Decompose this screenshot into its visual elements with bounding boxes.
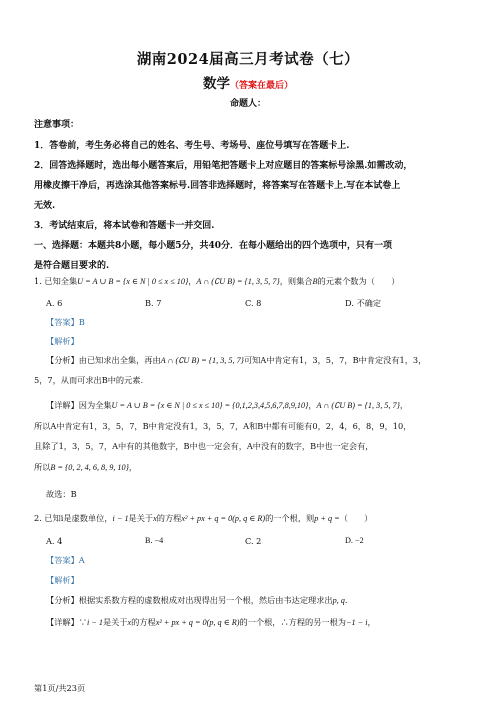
q2-stem-text: 2. 已知i是虚数单位， [34, 513, 113, 523]
q2-detail-end: ， [367, 617, 376, 627]
q2-detail-var-x: x [127, 618, 132, 627]
q2-option-a: A. 4 [46, 536, 63, 546]
subject-label: 数学 [202, 76, 230, 92]
q2-answer: 【答案】A [46, 555, 85, 565]
page-number: 第1页/共23页 [34, 683, 86, 693]
q1-detail [46, 400, 408, 411]
notice-item-2-line-3: 无效. [34, 201, 56, 211]
q1-fenxi-line-2: 5，7，从而可求出B中的元素. [34, 375, 144, 385]
question-2-stem [34, 513, 372, 524]
q1-set-b-result: B = {0, 2, 4, 6, 8, 9, 10} [50, 463, 129, 472]
q2-detail [46, 617, 376, 628]
notice-item-1: 1．答卷前，考生务必将自己的姓名、考生号、考场号、座位号填写在答题卡上. [34, 141, 350, 151]
q1-fenxi-text-c: B中肯定没有1，3， [352, 355, 427, 365]
q2-stem-text-b: 是关于 [128, 513, 154, 523]
q2-detail-text-c: 的方程 [131, 617, 156, 627]
q2-fenxi-text: 【分析】根据实系数方程的虚数根成对出现得出另一个根，然后由韦达定理求出 [46, 595, 333, 605]
q2-detail-root: i − 1 [86, 618, 103, 627]
q1-fenxi-text-b: 可知A中肯定有1，3，5，7， [243, 355, 353, 365]
q1-detail-line-4-sep: ， [128, 462, 138, 472]
q1-option-a: A. 6 [46, 298, 63, 308]
q1-detail-text: 【详解】因为全集 [46, 400, 112, 410]
q2-stem-text-c: 的方程 [156, 513, 182, 523]
q2-option-c: C. 2 [245, 536, 262, 546]
q1-fenxi [46, 355, 426, 366]
q1-detail-sep-2: ， [399, 400, 409, 410]
q1-detail-line-4-text: 所以 [34, 462, 51, 472]
q1-analysis-label: 【解析】 [46, 336, 79, 346]
q1-conclusion: 故选：B [46, 489, 77, 499]
q2-fenxi-end: . [344, 595, 348, 605]
q2-fenxi [46, 595, 347, 606]
q2-stem-text-d: 的一个根，则 [265, 513, 315, 523]
answer-location-note: （答案在最后） [229, 81, 293, 91]
q2-detail-text-b: 是关于 [102, 617, 128, 627]
q2-sum: p + q = [314, 514, 340, 523]
q2-option-d: D. −2 [345, 536, 364, 545]
q1-option-c: C. 8 [245, 298, 262, 308]
notice-item-3: 3．考试结束后，将本试卷和答题卡一并交回. [34, 221, 215, 231]
q2-var-x: x [153, 514, 157, 523]
notice-item-2-line-1: 2．回答选择题时，选出每小题答案后，用铅笔把答题卡上对应题目的答案标号涂黑.如需改动， [34, 161, 413, 171]
q1-fenxi-math: A ∩ (∁U B) = {1, 3, 5, 7} [160, 356, 244, 365]
q2-detail-equation: x² + px + q = 0(p, q ∈ R) [155, 618, 240, 627]
q2-other-root: −1 − i [345, 618, 368, 627]
q2-root: i − 1 [112, 514, 129, 523]
q1-stem-text-b: ，则集合 [279, 276, 313, 286]
q2-detail-text-d: 的一个根，∴方程的另一根为 [239, 617, 346, 627]
q1-detail-line-3: 且除了1，3，5，7，A中有的其他数字，B中也一定会有，A中没有的数字，B中也一定会有， [34, 441, 374, 451]
q1-detail-math: U = A ∪ B = {x ∈ N | 0 ≤ x ≤ 10} = {0,1,2,3,4,5,6,7,8,9,10} [111, 401, 309, 410]
q2-fenxi-math: p, q [332, 596, 345, 605]
q2-stem-text-e: （ ） [339, 513, 373, 523]
q1-answer: 【答案】B [46, 317, 85, 327]
document-title: 湖南2024届高三月考试卷（七） [136, 51, 360, 68]
q1-option-d: D. 不确定 [345, 298, 382, 308]
q1-detail-sep: ， [308, 400, 317, 410]
question-1-stem [34, 276, 399, 287]
q2-detail-text: 【详解】∵ [46, 617, 87, 627]
notice-heading: 注意事项： [34, 120, 80, 130]
q1-stem-text-c: 的元素个数为（ ） [317, 276, 400, 286]
q2-option-b: B. −4 [145, 536, 164, 545]
q1-var-b: B [312, 277, 318, 286]
q1-intersection: A ∩ (∁U B) = {1, 3, 5, 7} [196, 277, 280, 286]
subject-heading [0, 72, 496, 92]
q2-equation: x² + px + q = 0(p, q ∈ R) [181, 514, 266, 523]
q1-separator: ， [188, 276, 197, 286]
author-line: 命题人： [229, 99, 266, 109]
q1-stem-text: 1. 已知全集 [34, 276, 78, 286]
q1-detail-line-4 [34, 462, 137, 473]
q1-detail-line-2: 所以A中肯定有1，3，5，7，B中肯定没有1，3，5，7，A和B中都有可能有0，2，4，6，8，9，10， [34, 421, 412, 431]
notice-item-2-line-2: 用橡皮擦干净后，再选涂其他答案标号.回答非选择题时，将答案写在答题卡上.写在本试卷上 [34, 181, 401, 191]
q1-universal-set: U = A ∪ B = {x ∈ N | 0 ≤ x ≤ 10} [77, 277, 189, 286]
q1-detail-math-2: A ∩ (∁U B) = {1, 3, 5, 7} [316, 401, 400, 410]
q1-option-b: B. 7 [145, 298, 162, 308]
section-heading-line-2: 是符合题目要求的. [34, 261, 110, 271]
section-heading-line-1: 一、选择题：本题共8小题，每小题5分，共40分．在每小题给出的四个选项中，只有一项 [34, 241, 393, 251]
q1-fenxi-text: 【分析】由已知求出全集，再由 [46, 355, 161, 365]
q2-analysis-label: 【解析】 [46, 575, 79, 585]
